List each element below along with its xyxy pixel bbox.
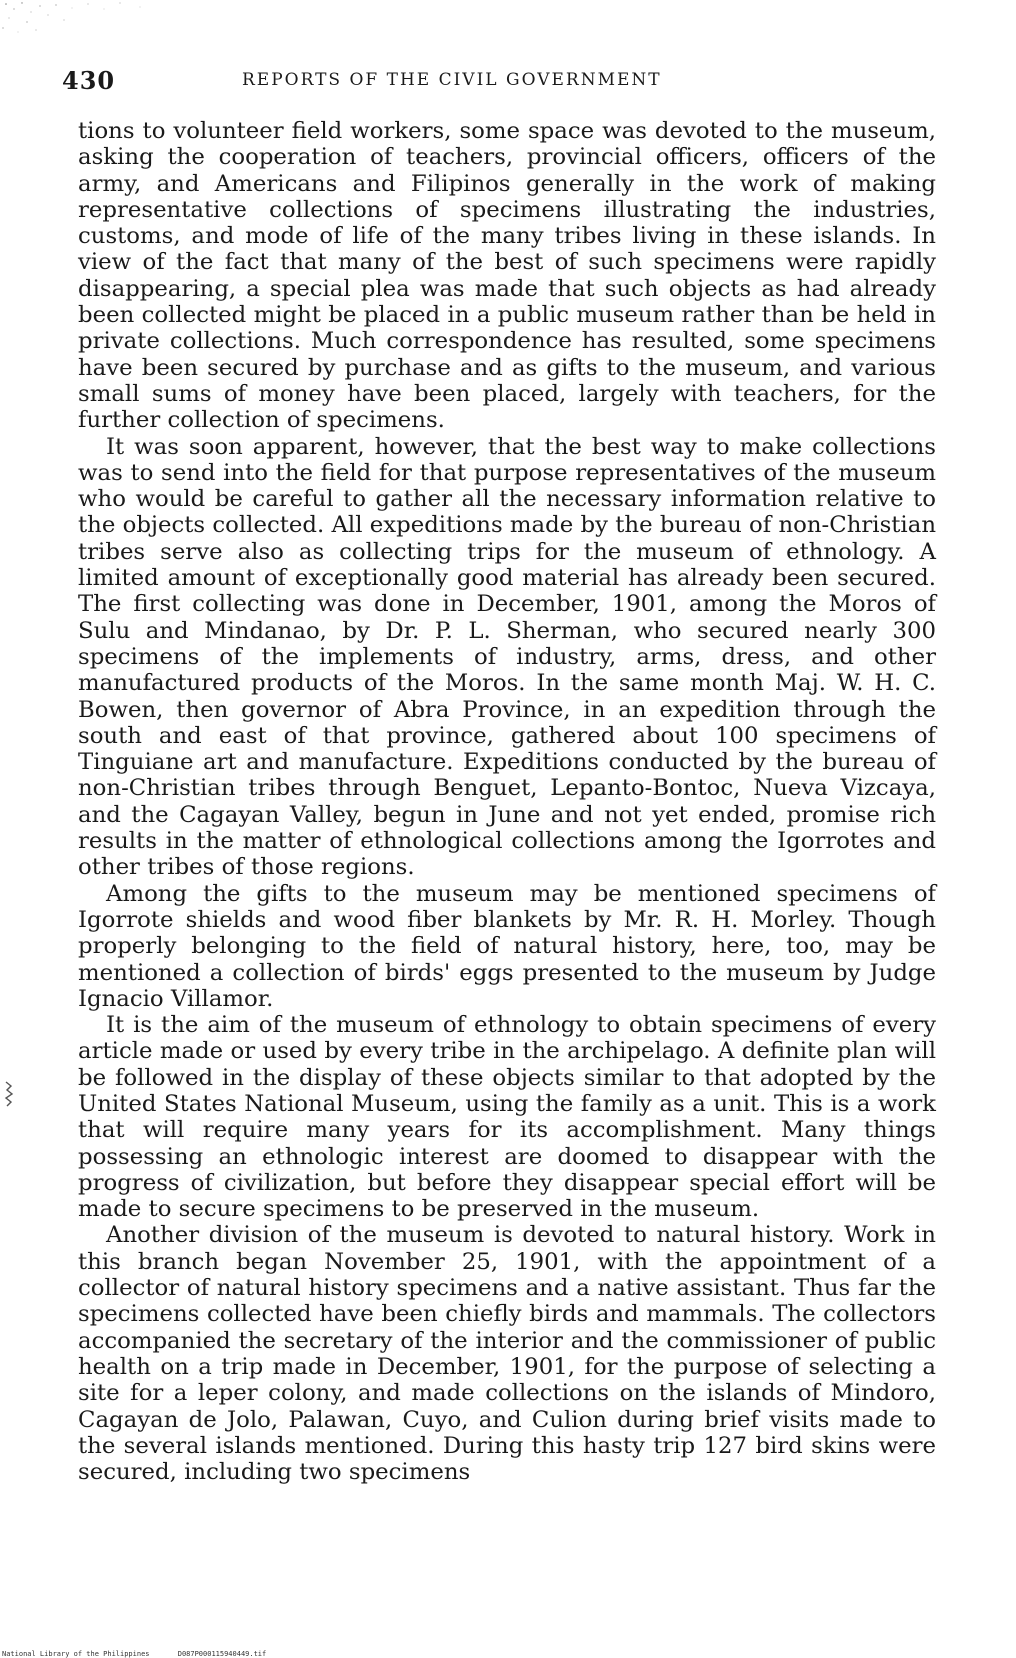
paragraph-continuation: tions to volunteer field workers, some space was devoted to the museum, asking the cooperation of teachers, provincial officers, officers of the army, and Americans and Filipinos generally in the work of making representative collections of specimens illustrating the industries, customs, and mode of life of the many tribes living in these islands. In view of the fact that many of the best of such specimens were rapidly disappearing, a special plea was made that such objects as had already been collected might be placed in a public museum rather than be held in private collections. Much correspondence has resulted, some specimens have been secured by purchase and as gifts to the museum, and various small sums of money have been placed, largely with teachers, for the further collection of specimens. [78,118,936,434]
page-header [62,66,752,96]
body-text [78,118,936,1485]
page-number: 430 [62,66,116,95]
footer-library: National Library of the Philippines [2,1650,150,1658]
scan-footer [2,1650,266,1658]
paragraph-museum-aim: It is the aim of the museum of ethnology to obtain specimens of every article made or used by every tribe in the archipelago. A definite plan will be followed in the display of these objects similar to that adopted by the United States National Museum, using the family as a unit. This is a work that will require many years for its accomplishment. Many things possessing an ethnologic interest are doomed to disappear with the progress of civilization, but before they disappear special effort will be made to secure specimens to be preserved in the museum. [78,1012,936,1223]
footer-file-id: D087P000115940449.tif [177,1650,267,1658]
paragraph-natural-history: Another division of the museum is devoted to natural history. Work in this branch began November 25, 1901, with the appointment of a collector of natural history specimens and a native assistant. Thus far the specimens collected have been chiefly birds and mammals. The collectors accompanied the secretary of the interior and the commissioner of public health on a trip made in December, 1901, for the purpose of selecting a site for a leper colony, and made collections on the islands of Mindoro, Cagayan de Jolo, Palawan, Cuyo, and Culion during brief visits made to the several islands mentioned. During this hasty trip 127 bird skins were secured, including two specimens [78,1222,936,1486]
paragraph-gifts: Among the gifts to the museum may be mentioned specimens of Igorrote shields and wood fiber blankets by Mr. R. H. Morley. Though properly belonging to the field of natural history, here, too, may be mentioned a collection of birds' eggs presented to the museum by Judge Ignacio Villamor. [78,880,936,1012]
margin-ink-mark [2,1080,16,1108]
running-head: REPORTS OF THE CIVIL GOVERNMENT [242,70,662,90]
scan-noise-mark [0,0,160,40]
paragraph-collecting-expeditions: It was soon apparent, however, that the best way to make collections was to send into the field for that purpose representatives of the museum who would be careful to gather all the necessary information relative to the objects collected. All expeditions made by the bureau of non-Christian tribes serve also as collecting trips for the museum of ethnology. A limited amount of exceptionally good material has already been secured. The first collecting was done in December, 1901, among the Moros of Sulu and Mindanao, by Dr. P. L. Sherman, who secured nearly 300 specimens of the implements of industry, arms, dress, and other manufactured products of the Moros. In the same month Maj. W. H. C. Bowen, then governor of Abra Province, in an expedition through the south and east of that province, gathered about 100 specimens of Tinguiane art and manufacture. Expeditions conducted by the bureau of non-Christian tribes through Benguet, Lepanto-Bontoc, Nueva Vizcaya, and the Cagayan Valley, begun in June and not yet ended, promise rich results in the matter of ethnological collections among the Igorrotes and other tribes of those regions. [78,433,936,881]
